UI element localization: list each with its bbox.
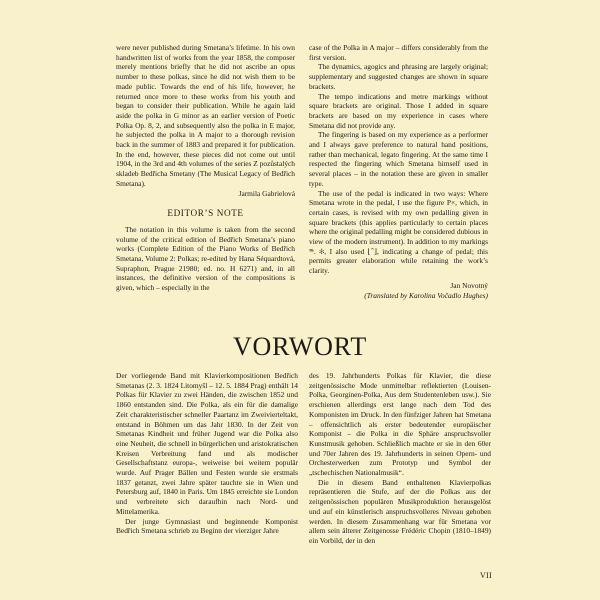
german-right-paragraph-1: des 19. Jahrhunderts Polkas für Klavier, die diese zeitgenössische Mode unmittelbar reflektierten (Louisen-Polka, Georginen-Polka, Aus dem Studentenleben usw.). Sie erschienen allerdings erst lange nach dem Tod des Komponisten im Druck. In den fünfziger Jahren hat Smetana – offensichtlich als erster bedeutender europäischer Komponist – die Polka in die Sphäre anspruchsvoller Kunstmusik gehoben. Schließlich machte er sie in den 60er und 70er Jahren des 19. Jahrhunderts in seinen Opern- und Orchesterwerken zum Prototyp und Symbol der „tschechischen Nationalmusik“. — [309, 371, 491, 478]
german-right-paragraph-2: Die in diesem Band enthaltenen Klavierpolkas repräsentieren die Stufe, auf der die Polkas aus der zeitgenössischen populären Musikproduktion herausgelöst und auf ein künstlerisch anspruchsvolleres Niveau gehoben werden. In diesem Zusammenhang war für Smetana vor allem sein älterer Zeitgenosse Frédéric Chopin (1810–1849) ein Vorbild, der in den — [309, 477, 491, 545]
signature-novotny: Jan Novotný — [450, 280, 488, 290]
translator-credit: (Translated by Karolina Vočadlo Hughes) — [364, 290, 488, 300]
page-number: VII — [479, 571, 492, 580]
english-right-paragraph-2: The dynamics, agogics and phrasing are largely original; supplementary and suggested changes are shown in square brackets. — [309, 62, 488, 91]
german-left-paragraph-1: Der vorliegende Band mit Klavierkompositionen Bedřich Smetanas (2. 3. 1824 Litomyšl – 12. 5. 1884 Prag) enthält 14 Polkas für Klavier zu zwei Händen, die zwischen 1852 und 1860 entstanden sind. Die Polka, als ein für die damalige Zeit charakteristischer schneller Paartanz im Zweivierteltakt, entstand in Böhmen um das Jahr 1830. In der Zeit von Smetanas Kindheit und früher Jugend war die Polka also eine Neuheit, die schnell in bürgerlichen und aristokratischen Kreisen Verbreitung fand und als modischer Gesellschaftstanz europa-, weiweise bei weitem populär wurde. Auf Prager Bällen und Festen wurde sie erstmals 1837 getanzt, zwei Jahre später tauchte sie in Wien und Petersburg auf, 1840 in Paris. Um 1845 erreichte sie London und verbreitete sich daraufhin nach Nord- und Mittelamerika. — [116, 371, 298, 516]
english-right-paragraph-1: case of the Polka in A major – differs considerably from the first version. — [309, 43, 488, 62]
german-left-column — [116, 371, 298, 536]
english-right-paragraph-5: The use of the pedal is indicated in two ways: Where Smetana wrote in the pedal, I use the figure P×, which, in certain cases, is revised with my own pedalling given in square brackets (this applies particularly to certain places where the original pedalling might be considered dubious in view of the modern instrument). In addition to my markings 𝆮. ✻, I also used ⌊⌃⌋, indicating a change of pedal; this permits greater elaboration while retaining the work’s clarity. — [309, 188, 488, 276]
english-right-paragraph-4: The fingering is based on my experience as a performer and I always gave preference to natural hand positions, rather than mechanical, legato fingering. At the same time I respected the fingering which Smetana himself used in several places – in the notation these are given in smaller type. — [309, 130, 488, 188]
signature-gabrielova: Jarmila Gabrielová — [238, 188, 295, 198]
english-paragraph-legacy: were never published during Smetana’s lifetime. In his own handwritten list of works from the year 1858, the composer merely mentions briefly that he did not ascribe an opus number to these polkas, since he did not wish them to be made public. Towards the end of his life, however, he returned once more to these works from his youth and began to consider their publication. While he again laid aside the polka in G minor as an earlier version of Poetic Polka Op. 8, 2, and subsequently also the polka in E major, he subjected the polka in A major to a thorough revision back in the summer of 1883 and prepared it for publication. In the end, however, these pieces did not come out until 1904, in the 3rd and 4th volumes of the series Z pozůstalých skladeb Bedřicha Smetany (The Musical Legacy of Bedřich Smetana). — [116, 43, 295, 188]
english-left-column — [116, 43, 295, 293]
editors-note-paragraph: The notation in this volume is taken from the second volume of the critical edition of Bedřich Smetana’s piano works (Complete Edition of the Piano Works of Bedřich Smetana, Volume 2: Polkas; re-edited by Hana Séquardtová, Supraphon, Prague 21980; ed. no. H 6271) and, in all instances, the definitive version of the compositions is given, which – especially in the — [116, 224, 295, 293]
vorwort-heading: VORWORT — [232, 332, 368, 361]
editors-note-heading: EDITOR’S NOTE — [167, 208, 244, 219]
english-right-paragraph-3: The tempo indications and metre markings without square brackets are original. Those I added in square brackets are based on my experience in cases where Smetana did not provide any. — [309, 91, 488, 130]
german-right-column — [309, 371, 491, 546]
english-right-column — [309, 43, 488, 300]
german-left-paragraph-2: Der junge Gymnasiast und beginnende Komponist Bedřich Smetana schrieb zu Beginn der vierziger Jahre — [116, 516, 298, 536]
